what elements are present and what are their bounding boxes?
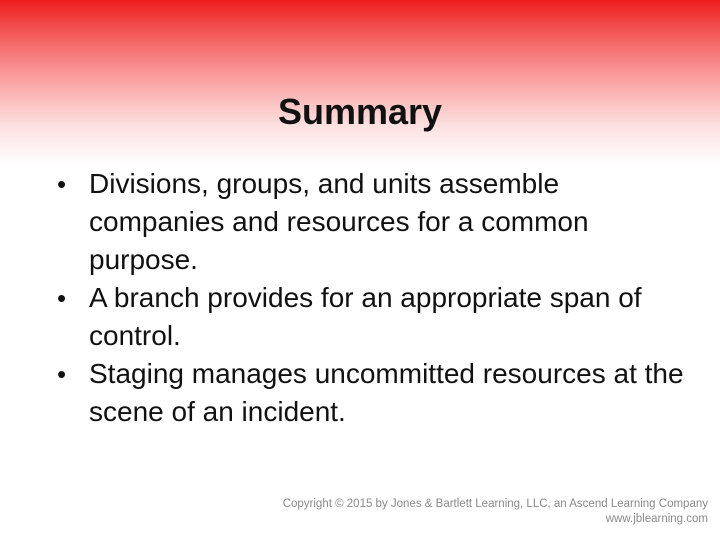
bullet-marker: •	[57, 283, 67, 313]
bullet-text: A branch provides for an appropriate span of control.	[89, 282, 642, 351]
bullet-list	[55, 165, 685, 431]
bullet-item	[55, 355, 685, 431]
footer	[283, 497, 708, 527]
bullet-marker: •	[57, 169, 67, 199]
bullet-item	[55, 279, 685, 355]
copyright-notice: Copyright © 2015 by Jones & Bartlett Learning, LLC, an Ascend Learning Company	[282, 498, 708, 510]
bullet-text: Divisions, groups, and units assemble companies and resources for a common purpose.	[89, 168, 589, 275]
bullet-item	[55, 165, 685, 279]
bullet-text: Staging manages uncommitted resources at the scene of an incident.	[89, 358, 684, 427]
bullet-marker: •	[57, 359, 67, 389]
slide-title: Summary	[277, 91, 443, 132]
header-gradient-band	[0, 0, 720, 170]
website-link: www.jblearning.com	[605, 513, 708, 525]
